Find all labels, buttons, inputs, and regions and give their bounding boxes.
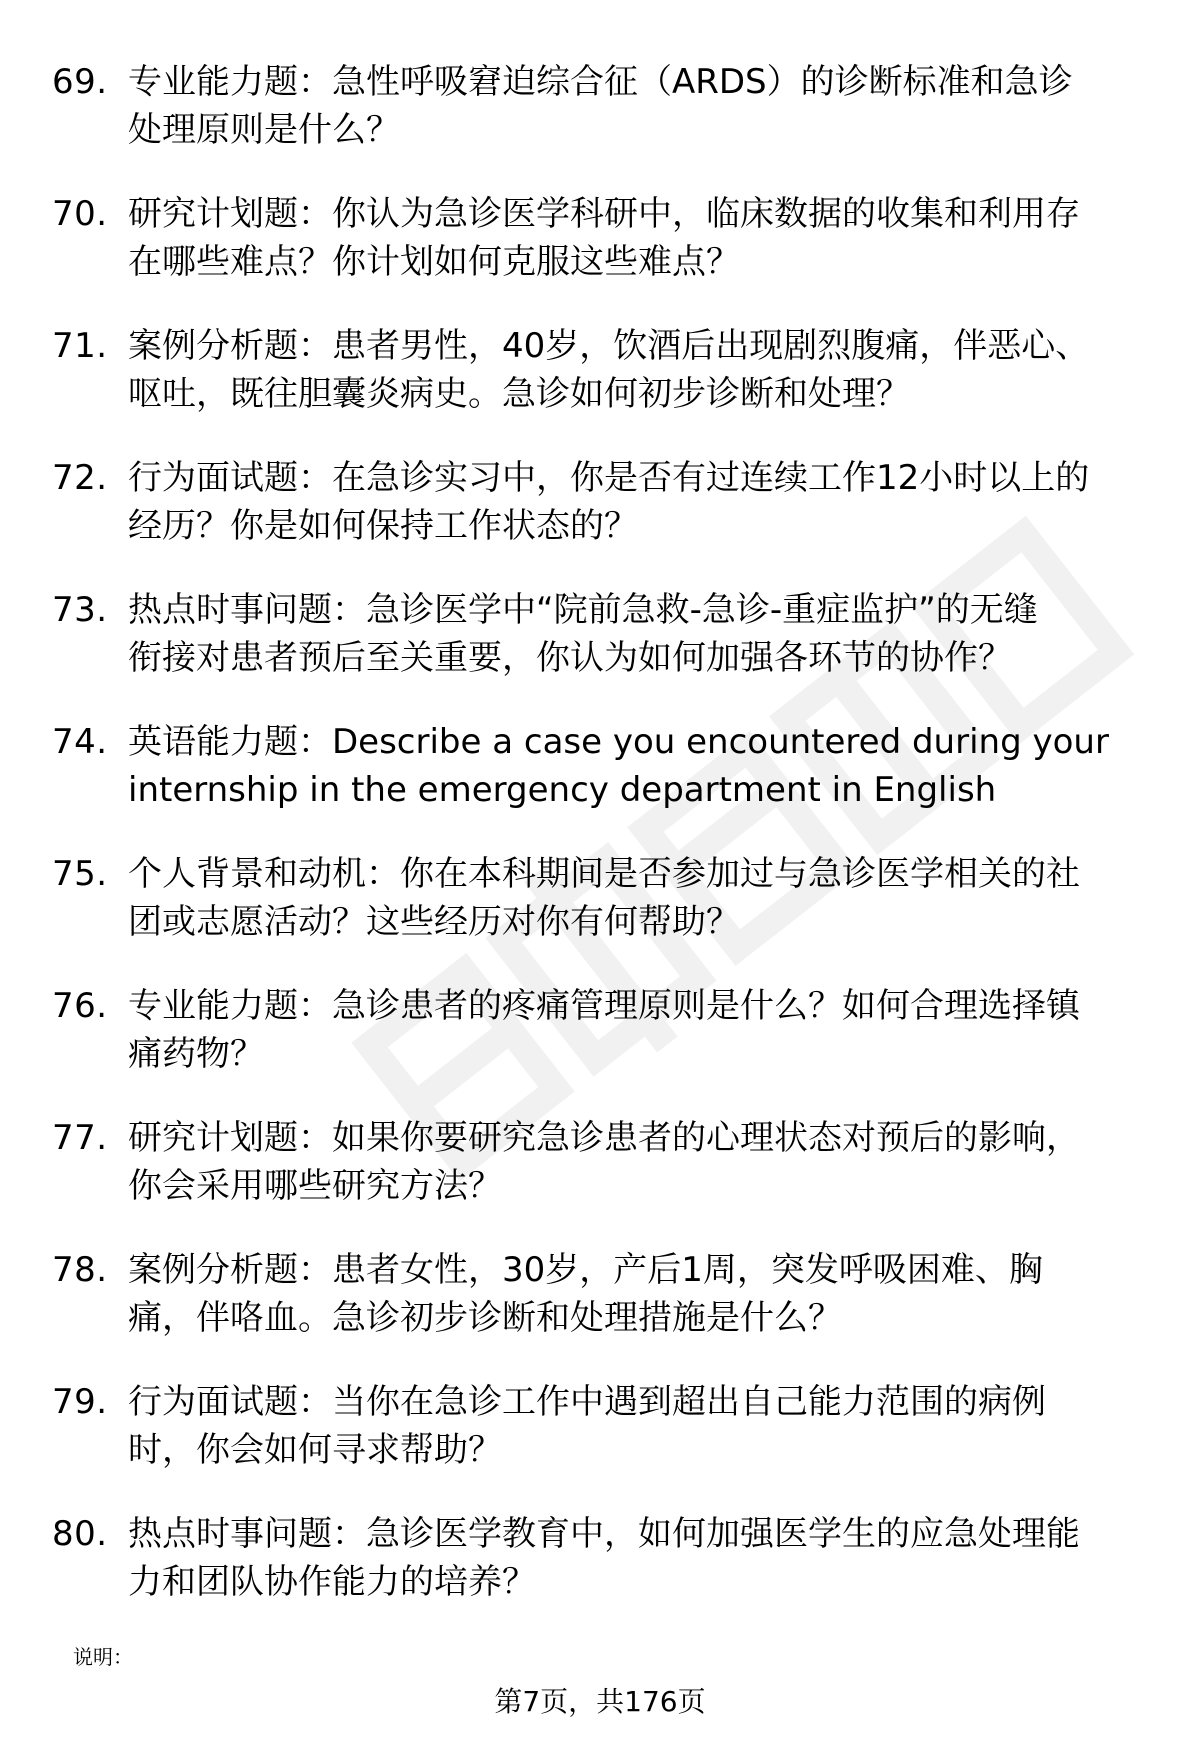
list-item bbox=[0, 454, 1200, 586]
list-item bbox=[0, 586, 1200, 718]
question-list bbox=[0, 58, 1200, 1642]
question-number: 73. bbox=[52, 590, 108, 630]
question-text: 热点时事问题：急诊医学教育中，如何加强医学生的应急处理能 力和团队协作能力的培养？ bbox=[128, 1514, 1080, 1602]
question-text: 专业能力题：急性呼吸窘迫综合征（ARDS）的诊断标准和急诊 处理原则是什么？ bbox=[128, 62, 1073, 150]
question-text: 案例分析题：患者男性，40岁，饮酒后出现剧烈腹痛，伴恶心、 呕吐，既往胆囊炎病史。急诊如何初步诊断和处理？ bbox=[128, 326, 1090, 414]
list-item bbox=[0, 1378, 1200, 1510]
question-number: 77. bbox=[52, 1118, 108, 1158]
question-number: 80. bbox=[52, 1514, 108, 1554]
question-text: 热点时事问题：急诊医学中“院前急救-急诊-重症监护”的无缝 衔接对患者预后至关重要，你认为如何加强各环节的协作？ bbox=[128, 590, 1038, 678]
note-label: 说明： bbox=[73, 1645, 133, 1669]
question-number: 72. bbox=[52, 458, 108, 498]
question-number: 69. bbox=[52, 62, 108, 102]
question-text: 英语能力题：Describe a case you encountered during your internship in the emergency department in English bbox=[128, 722, 1109, 810]
question-number: 70. bbox=[52, 194, 108, 234]
question-text: 行为面试题：当你在急诊工作中遇到超出自己能力范围的病例 时，你会如何寻求帮助？ bbox=[128, 1382, 1046, 1470]
list-item bbox=[0, 1510, 1200, 1642]
question-text: 行为面试题：在急诊实习中，你是否有过连续工作12小时以上的 经历？你是如何保持工作状态的？ bbox=[128, 458, 1090, 546]
page-footer: 第7页，共176页 bbox=[494, 1685, 706, 1718]
list-item bbox=[0, 190, 1200, 322]
question-text: 案例分析题：患者女性，30岁，产后1周，突发呼吸困难、胸 痛，伴咯血。急诊初步诊断和处理措施是什么？ bbox=[128, 1250, 1043, 1338]
question-text: 个人背景和动机：你在本科期间是否参加过与急诊医学相关的社 团或志愿活动？这些经历对你有何帮助？ bbox=[128, 854, 1080, 942]
question-number: 75. bbox=[52, 854, 108, 894]
question-text: 专业能力题：急诊患者的疼痛管理原则是什么？如何合理选择镇 痛药物？ bbox=[128, 986, 1080, 1074]
list-item bbox=[0, 982, 1200, 1114]
list-item bbox=[0, 58, 1200, 190]
question-number: 79. bbox=[52, 1382, 108, 1422]
list-item bbox=[0, 322, 1200, 454]
question-text: 研究计划题：你认为急诊医学科研中，临床数据的收集和利用存 在哪些难点？你计划如何克服这些难点？ bbox=[128, 194, 1080, 282]
question-number: 76. bbox=[52, 986, 108, 1026]
question-number: 71. bbox=[52, 326, 108, 366]
question-number: 78. bbox=[52, 1250, 108, 1290]
list-item bbox=[0, 1114, 1200, 1246]
list-item bbox=[0, 850, 1200, 982]
list-item bbox=[0, 718, 1200, 850]
question-number: 74. bbox=[52, 722, 108, 762]
list-item bbox=[0, 1246, 1200, 1378]
question-text: 研究计划题：如果你要研究急诊患者的心理状态对预后的影响， 你会采用哪些研究方法？ bbox=[128, 1118, 1080, 1206]
